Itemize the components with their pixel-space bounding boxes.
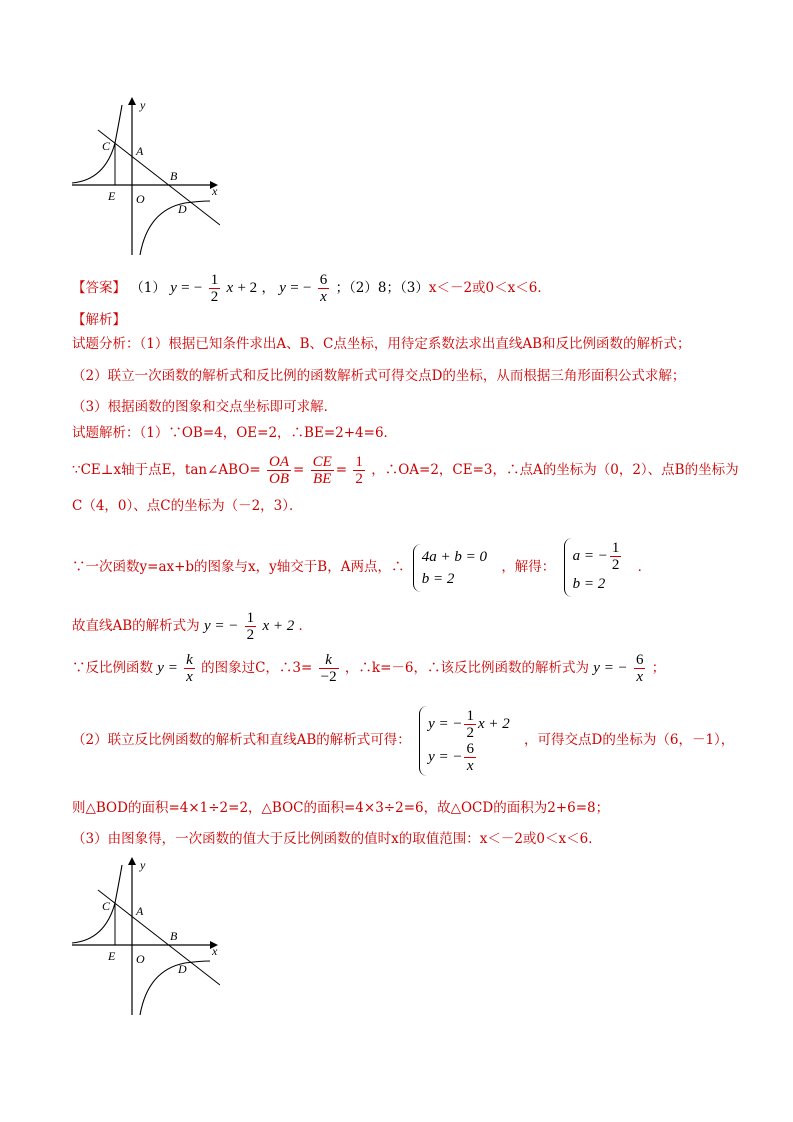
analysis-line-3: （3）根据函数的图象和交点坐标即可求解． [72,399,338,415]
x-axis-label: x [212,184,218,198]
analysis-tag: 【解析】 [72,312,126,328]
origin-label: O [136,192,145,206]
point-b-label: B [170,169,178,183]
origin-label: O [136,952,145,966]
point-c-label: C [102,899,111,913]
graph-bottom [60,855,220,1024]
solution-line-1: 试题解析：（1）∵OB=4，OE=2，∴BE=2+4=6． [72,425,398,441]
x-axis-label: x [212,944,218,958]
solution-line-7: （2）联立反比例函数的解析式和直线AB的解析式可得： y = − $\frac{1}{2}$ x + 2 y = − $\frac{6}{x}$ ，可得交点D的坐标为（6，－1）， [72,707,735,774]
point-e-label: E [108,189,116,203]
solution-line-2: ∵CE⊥x轴于点E，tan∠ABO= $\frac{OA}{OB}$ = $\frac{CE}{BE}$ = $\frac{1}{2}$ ，∴OA=2，CE=3，∴点A的坐标为（0，2）、点B的坐标为 [72,454,739,487]
point-d-label: D [178,962,187,976]
point-b-label: B [170,929,178,943]
solution-line-9: （3）由图象得，一次函数的值大于反比例函数的值时x的取值范围：x＜－2或0＜x＜6． [72,831,602,847]
solution-line-4: ∵一次函数y=ax+b的图象与x，y轴交于B，A两点，∴ 4a + b = 0 b = 2 ，解得： a = − $\frac{1}{2}$ b = 2 ． [72,538,651,597]
analysis-line-2: （2）联立一次函数的解析式和反比例的函数解析式可得交点D的坐标，从而根据三角形面积公式求解； [72,368,686,384]
solution-line-6: ∵反比例函数 y = $\frac{k}{x}$ 的图象过C，∴3= $\frac{k}{-2}$ ，∴k=－6，∴该反比例函数的解析式为 y = − $\frac{6}{x}$ ； [72,652,666,685]
point-e-label: E [108,949,116,963]
point-d-label: D [178,202,187,216]
analysis-line-1: 试题分析：（1）根据已知条件求出A、B、C点坐标，用待定系数法求出直线AB和反比例函数的解析式； [72,336,691,352]
point-a-label: A [136,904,144,918]
solution-line-8: 则△BOD的面积=4×1÷2=2，△BOC的面积=4×3÷2=6，故△OCD的面积为2+6=8； [72,800,610,816]
solution-line-3: C（4，0）、点C的坐标为（－2，3）． [72,498,303,514]
solution-line-5: 故直线AB的解析式为 y = − $\frac{1}{2}$ x + 2 ． [72,610,313,643]
point-a-label: A [136,144,144,158]
y-axis-label: y [140,858,146,872]
y-axis-label: y [140,98,146,112]
answer-line: 【答案】 （1） y = − $\frac{1}{2}$ x + 2 ， y = − $\frac{6}{x}$ ；（2）8；（3）x＜－2或0＜x＜6． [72,272,551,305]
answer-tag: 【答案】 [72,280,126,296]
graph-top [60,95,220,264]
point-c-label: C [102,139,111,153]
